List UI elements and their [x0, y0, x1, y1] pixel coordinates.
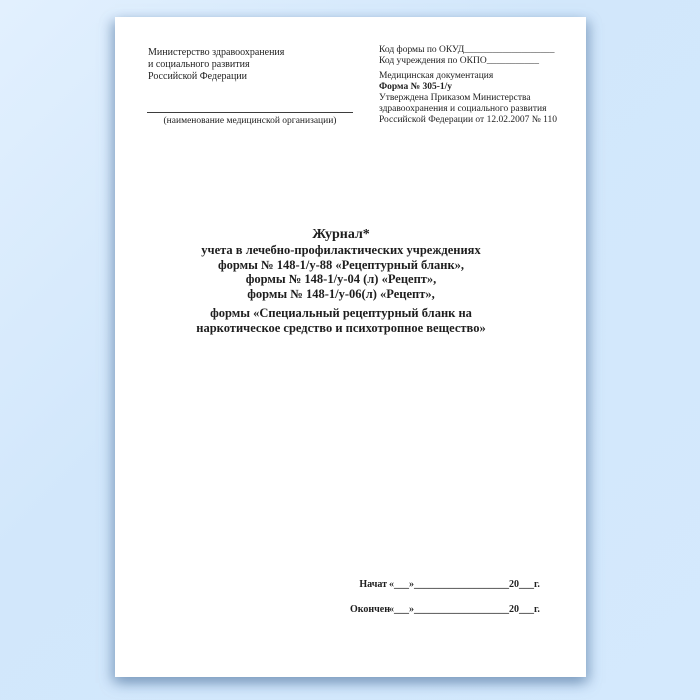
- date-finished-label: Окончен: [350, 604, 391, 615]
- ministry-block: [148, 47, 284, 83]
- okud-code-line: Код формы по ОКУД___________________: [379, 45, 555, 55]
- journal-title-line-3: формы № 148-1/у-04 (л) «Рецепт»,: [245, 272, 437, 286]
- organization-name-caption: (наименование медицинской организации): [163, 116, 337, 126]
- journal-subtitle-line-1: формы «Специальный рецептурный бланк на: [210, 306, 472, 320]
- journal-cover-page: [115, 17, 586, 677]
- journal-title-line-2: формы № 148-1/у-88 «Рецептурный бланк»,: [217, 257, 465, 272]
- journal-title-heading: Журнал*: [312, 227, 370, 242]
- journal-subtitle-block: [115, 306, 567, 335]
- journal-title-line-4: формы № 148-1/у-06(л) «Рецепт»,: [247, 286, 435, 301]
- approval-line-3: Российской Федерации от 12.02.2007 № 110: [379, 115, 558, 125]
- organization-name-field: [147, 112, 353, 127]
- approval-line-1: Утверждена Приказом Министерства: [379, 93, 531, 103]
- journal-title-line-1: учета в лечебно-профилактических учреждениях: [201, 243, 481, 257]
- journal-title-block: [115, 227, 567, 335]
- ministry-line-1: Министерство здравоохранения: [148, 47, 285, 58]
- date-started-label: Начат: [359, 579, 387, 590]
- doc-category-line: Медицинская документация: [379, 71, 494, 81]
- approval-line-2: здравоохранения и социального развития: [379, 104, 547, 114]
- date-finished-blank: «___»___________________20___г.: [389, 604, 540, 615]
- journal-dates-block: [350, 579, 540, 629]
- form-number-line: Форма № 305-1/у: [379, 82, 453, 92]
- date-started-row: [350, 579, 540, 591]
- okpo-code-line: Код учреждения по ОКПО___________: [379, 56, 539, 66]
- journal-subtitle-line-2: наркотическое средство и психотропное вещество»: [196, 320, 486, 335]
- ministry-line-2: и социального развития: [148, 59, 250, 70]
- date-started-blank: «___»___________________20___г.: [389, 579, 540, 590]
- date-finished-row: [350, 604, 540, 616]
- ministry-line-3: Российской Федерации: [148, 71, 248, 82]
- form-codes-block: [379, 45, 579, 126]
